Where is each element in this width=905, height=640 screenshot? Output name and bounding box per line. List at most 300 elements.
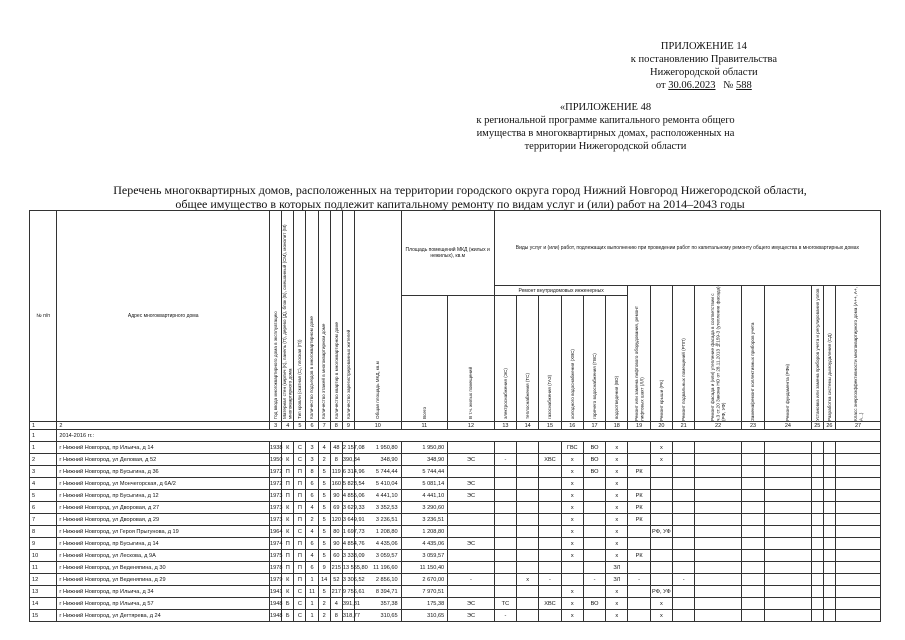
col-header-c15 xyxy=(539,296,561,422)
col-header-floors-text: Количество этажей в многоквартирном доме xyxy=(321,323,327,419)
table-cell: 3 059,57 xyxy=(401,550,448,562)
table-cell: 357,38 xyxy=(355,598,402,610)
table-cell: х xyxy=(650,610,672,622)
table-cell xyxy=(539,586,561,598)
table-cell xyxy=(811,562,823,574)
table-cell xyxy=(823,466,835,478)
table-cell xyxy=(561,562,583,574)
table-cell: х xyxy=(561,514,583,526)
table-cell xyxy=(836,502,881,514)
table-cell xyxy=(448,562,495,574)
table-cell xyxy=(650,466,672,478)
table-cell: 5 xyxy=(318,490,330,502)
table-cell: 3 059,57 xyxy=(355,550,402,562)
table-cell xyxy=(673,514,695,526)
col-header-c16-text: холодного водоснабжения (ХВС) xyxy=(569,348,575,419)
table-cell xyxy=(823,562,835,574)
table-cell: П xyxy=(282,562,294,574)
table-cell xyxy=(448,502,495,514)
table-cell: 3 xyxy=(306,442,318,454)
table-cell xyxy=(539,550,561,562)
table-cell: 4 xyxy=(30,478,57,490)
table-cell: К xyxy=(282,502,294,514)
col-header-c17-text: горячего водоснабжения (ГВС) xyxy=(591,352,597,419)
address-cell: г Нижний Новгород, ул Дворовая, д 29 xyxy=(57,514,270,526)
section-row xyxy=(30,430,881,442)
table-cell: 60 xyxy=(330,550,342,562)
col-header-c27-text: Класс энергоэффективности многоквартирного дома (A++, A+, A...) xyxy=(852,287,863,421)
col-header-c14 xyxy=(517,296,539,422)
col-header-c20-text: Ремонт крыши (РК) xyxy=(658,379,664,421)
table-cell xyxy=(823,610,835,622)
table-cell xyxy=(695,574,742,586)
table-cell: ВО xyxy=(583,598,605,610)
table-cell: 3 xyxy=(30,466,57,478)
table-cell xyxy=(823,490,835,502)
table-cell xyxy=(765,490,812,502)
address-cell: г Нижний Новгород, ул Веденяпина, д 29 xyxy=(57,574,270,586)
table-cell xyxy=(765,454,812,466)
appendix-line-3: Нижегородской области xyxy=(650,67,758,78)
column-number: 24 xyxy=(765,422,812,430)
col-header-residents-text: Количество зарегистрированных жителей xyxy=(345,329,351,419)
address-cell: г Нижний Новгород, ул Мончегорская, д 6А/2 xyxy=(57,478,270,490)
table-cell xyxy=(539,478,561,490)
column-number: 3 xyxy=(270,422,282,430)
table-cell: 1978 xyxy=(270,562,282,574)
table-cell xyxy=(628,598,650,610)
table-cell xyxy=(673,526,695,538)
col-header-c19 xyxy=(628,286,650,422)
col-header-address: Адрес многоквартирного дома xyxy=(57,211,270,422)
table-cell: 1 xyxy=(30,442,57,454)
table-cell xyxy=(823,586,835,598)
table-cell xyxy=(765,574,812,586)
table-row xyxy=(30,574,881,586)
col-header-c14-text: теплоснабжения (ТС) xyxy=(524,372,530,419)
col-header-area-total-text: Всего xyxy=(421,406,427,419)
table-cell: - xyxy=(494,610,516,622)
table-cell: 1 208,80 xyxy=(355,526,402,538)
table-cell xyxy=(823,526,835,538)
table-cell: 3 290,60 xyxy=(401,502,448,514)
table-cell xyxy=(765,478,812,490)
table-cell: 5 xyxy=(30,490,57,502)
table-cell xyxy=(836,454,881,466)
table-cell: П xyxy=(282,490,294,502)
table-cell: 11 196,60 xyxy=(355,562,402,574)
table-cell: х xyxy=(561,466,583,478)
table-cell: 1938 xyxy=(270,442,282,454)
table-cell xyxy=(517,526,539,538)
table-cell: 3 649,91 xyxy=(342,514,354,526)
table-cell xyxy=(836,526,881,538)
table-cell xyxy=(628,562,650,574)
table-cell: х xyxy=(561,478,583,490)
table-cell xyxy=(517,502,539,514)
table-cell: 1950 xyxy=(270,454,282,466)
table-cell xyxy=(650,538,672,550)
table-cell xyxy=(448,526,495,538)
col-header-c25 xyxy=(811,286,823,422)
table-cell xyxy=(695,562,742,574)
table-cell xyxy=(811,454,823,466)
table-cell: ЭС xyxy=(448,454,495,466)
table-cell: 6 314,96 xyxy=(342,466,354,478)
table-cell: П xyxy=(282,478,294,490)
table-cell xyxy=(628,454,650,466)
table-cell: 120 xyxy=(330,514,342,526)
col-header-entrances-text: Количество подъездов в многоквартирном доме xyxy=(309,315,315,419)
table-cell xyxy=(741,490,764,502)
column-number: 8 xyxy=(330,422,342,430)
table-cell: - xyxy=(673,574,695,586)
col-header-num: № п/п xyxy=(30,211,57,422)
table-cell: 90 xyxy=(330,538,342,550)
table-cell xyxy=(823,514,835,526)
table-cell xyxy=(650,574,672,586)
table-cell: П xyxy=(282,550,294,562)
table-cell xyxy=(628,610,650,622)
col-header-year-text: Год ввода многоквартирного дома в эксплуатацию xyxy=(272,310,278,419)
table-cell: х xyxy=(606,466,628,478)
table-cell: 1972 xyxy=(270,478,282,490)
table-cell xyxy=(539,514,561,526)
table-cell: 6 xyxy=(306,490,318,502)
table-cell: ХВС xyxy=(539,598,561,610)
table-row xyxy=(30,562,881,574)
col-header-services-group: Виды услуг и (или) работ, подлежащих выполнению при проведении работ по капитальному ремонту общего имущества в многоквартирных домах xyxy=(494,211,880,286)
table-row xyxy=(30,586,881,598)
table-cell: х xyxy=(606,442,628,454)
table-cell xyxy=(517,610,539,622)
table-cell xyxy=(695,610,742,622)
table-cell: х xyxy=(650,454,672,466)
table-cell: 390,34 xyxy=(342,454,354,466)
table-cell: 8 xyxy=(306,466,318,478)
table-cell: РК xyxy=(628,514,650,526)
table-cell xyxy=(583,514,605,526)
table-cell: 4 xyxy=(306,550,318,562)
table-cell: 310,65 xyxy=(355,610,402,622)
table-cell xyxy=(695,478,742,490)
table-cell: 1941 xyxy=(270,586,282,598)
table-cell: П xyxy=(294,574,306,586)
table-cell: ВО xyxy=(583,454,605,466)
table-cell xyxy=(765,562,812,574)
table-cell: 310,65 xyxy=(401,610,448,622)
program-line-1: «ПРИЛОЖЕНИЕ 48 xyxy=(559,102,652,113)
table-row xyxy=(30,538,881,550)
table-cell: РФ, УФ xyxy=(650,526,672,538)
column-number: 11 xyxy=(401,422,448,430)
table-cell: К xyxy=(282,526,294,538)
table-cell: 6 xyxy=(306,478,318,490)
table-cell: - xyxy=(494,454,516,466)
table-cell xyxy=(628,586,650,598)
table-cell xyxy=(741,574,764,586)
table-cell xyxy=(741,514,764,526)
column-number: 2 xyxy=(57,422,270,430)
table-cell: 119 xyxy=(330,466,342,478)
table-cell: П xyxy=(294,550,306,562)
table-cell xyxy=(673,538,695,550)
table-cell: П xyxy=(294,490,306,502)
address-cell: г Нижний Новгород, ул Героя Прыгунова, д 19 xyxy=(57,526,270,538)
address-cell: г Нижний Новгород, ул Дворовая, д 27 xyxy=(57,502,270,514)
table-cell xyxy=(811,550,823,562)
col-header-engineering-group: Ремонт внутридомовых инженерных xyxy=(494,286,628,296)
table-cell: 4 435,06 xyxy=(355,538,402,550)
col-header-c23-text: Замена/ремонт коллективных приборов учета xyxy=(750,322,756,421)
decree-date: 30.06.2023 xyxy=(668,80,716,91)
document-title xyxy=(60,183,860,211)
table-cell: 13 555,80 xyxy=(342,562,354,574)
table-cell xyxy=(494,490,516,502)
table-cell xyxy=(673,562,695,574)
table-cell: Б xyxy=(282,610,294,622)
table-cell: 6 xyxy=(306,538,318,550)
table-cell: 7 xyxy=(30,514,57,526)
table-cell xyxy=(741,538,764,550)
table-cell xyxy=(823,502,835,514)
table-cell: 2 856,10 xyxy=(355,574,402,586)
table-cell xyxy=(695,526,742,538)
table-cell xyxy=(741,502,764,514)
table-cell: ЭС xyxy=(448,538,495,550)
table-cell xyxy=(695,598,742,610)
table-cell xyxy=(836,550,881,562)
table-cell: х xyxy=(561,586,583,598)
table-cell: 1974 xyxy=(270,538,282,550)
table-cell: С xyxy=(294,442,306,454)
table-cell xyxy=(836,598,881,610)
table-cell: 5 744,44 xyxy=(355,466,402,478)
col-header-entrances xyxy=(306,211,318,422)
col-header-area-group: Площадь помещений МКД (жилых и нежилых), кв.м xyxy=(401,211,494,296)
table-cell xyxy=(836,442,881,454)
table-cell xyxy=(673,478,695,490)
table-cell xyxy=(539,526,561,538)
table-cell xyxy=(741,610,764,622)
column-number: 18 xyxy=(606,422,628,430)
table-cell: 1973 xyxy=(270,514,282,526)
table-cell xyxy=(695,454,742,466)
table-cell xyxy=(494,562,516,574)
table-cell xyxy=(517,562,539,574)
table-cell: - xyxy=(539,574,561,586)
table-cell xyxy=(765,526,812,538)
table-cell: С xyxy=(294,610,306,622)
table-cell xyxy=(765,514,812,526)
number-label: № xyxy=(723,80,734,91)
table-cell: 3 236,51 xyxy=(401,514,448,526)
col-header-wall-material-text: Материал стен (кирпич (К), панель (П), дерево (Д), блок (Б), смешанный (СМ), монолит (М) многоквартирного дома xyxy=(282,223,293,419)
table-cell xyxy=(561,574,583,586)
table-cell: 2 670,00 xyxy=(401,574,448,586)
table-cell: х xyxy=(561,454,583,466)
table-cell: 1948 xyxy=(270,598,282,610)
address-cell: г Нижний Новгород, пр Ильича, д 14 xyxy=(57,442,270,454)
table-cell: х xyxy=(561,526,583,538)
table-cell: П xyxy=(282,538,294,550)
table-cell xyxy=(836,514,881,526)
table-cell xyxy=(695,538,742,550)
table-cell xyxy=(583,490,605,502)
table-cell: х xyxy=(606,586,628,598)
table-cell: 1948 xyxy=(270,610,282,622)
table-cell: 52 xyxy=(330,574,342,586)
table-cell xyxy=(741,550,764,562)
table-cell: х xyxy=(650,442,672,454)
col-header-c21-text: Ремонт подвальных помещений (РПП) xyxy=(680,338,686,421)
col-header-c25-text: Установка или замена приборов учета и регулирования узлов xyxy=(814,288,820,421)
col-header-c19-text: Ремонт или замена лифтового оборудования, ремонт лифтовых шахт (ЛЛ) xyxy=(633,306,645,421)
col-header-c13-text: электроснабжения (ЭС) xyxy=(502,367,508,419)
column-number: 16 xyxy=(561,422,583,430)
table-cell: х xyxy=(606,478,628,490)
table-cell: ХВС xyxy=(539,454,561,466)
table-cell: 215 xyxy=(330,562,342,574)
table-cell: х xyxy=(561,550,583,562)
table-cell: 4 xyxy=(306,502,318,514)
column-number: 9 xyxy=(342,422,354,430)
table-cell: РК xyxy=(628,550,650,562)
table-cell xyxy=(823,454,835,466)
column-number: 17 xyxy=(583,422,605,430)
table-cell xyxy=(583,550,605,562)
table-cell: 1973 xyxy=(270,502,282,514)
table-cell: 6 xyxy=(306,562,318,574)
table-cell: 3 xyxy=(306,454,318,466)
table-cell xyxy=(811,514,823,526)
table-cell xyxy=(811,538,823,550)
table-cell: 9 xyxy=(30,538,57,550)
table-cell xyxy=(673,466,695,478)
col-header-year xyxy=(270,211,282,422)
table-cell: х xyxy=(606,514,628,526)
column-number: 4 xyxy=(282,422,294,430)
table-cell xyxy=(517,490,539,502)
table-row xyxy=(30,502,881,514)
table-cell: 348,90 xyxy=(355,454,402,466)
table-cell: Б xyxy=(282,598,294,610)
table-cell xyxy=(673,442,695,454)
date-prefix: от xyxy=(655,80,666,91)
table-cell xyxy=(695,490,742,502)
table-cell: 3 306,52 xyxy=(342,574,354,586)
col-header-apartments xyxy=(330,211,342,422)
table-cell xyxy=(765,586,812,598)
table-cell xyxy=(836,574,881,586)
table-cell: 348,90 xyxy=(401,454,448,466)
column-number: 14 xyxy=(517,422,539,430)
table-cell xyxy=(517,550,539,562)
column-number: 25 xyxy=(811,422,823,430)
table-cell xyxy=(811,610,823,622)
col-header-c15-text: газоснабжения (ГАЗ) xyxy=(547,374,553,419)
table-cell xyxy=(695,502,742,514)
col-header-c26 xyxy=(823,286,835,422)
appendix-header xyxy=(631,40,777,92)
col-header-residents xyxy=(342,211,354,422)
table-cell xyxy=(628,478,650,490)
column-number: 5 xyxy=(294,422,306,430)
table-cell xyxy=(741,586,764,598)
table-cell xyxy=(695,586,742,598)
table-cell: 4 441,10 xyxy=(355,490,402,502)
table-cell: 391,81 xyxy=(342,598,354,610)
table-row xyxy=(30,442,881,454)
table-cell: 2 157,08 xyxy=(342,442,354,454)
table-cell xyxy=(650,478,672,490)
column-number: 6 xyxy=(306,422,318,430)
col-header-area-total xyxy=(401,296,448,422)
table-cell xyxy=(765,550,812,562)
table-cell: 5 xyxy=(318,466,330,478)
table-cell xyxy=(448,550,495,562)
table-cell: ЭС xyxy=(448,610,495,622)
table-cell xyxy=(823,478,835,490)
table-cell: К xyxy=(282,586,294,598)
table-cell: 5 xyxy=(318,538,330,550)
table-row xyxy=(30,466,881,478)
table-cell xyxy=(823,574,835,586)
table-cell: К xyxy=(282,514,294,526)
table-cell xyxy=(741,562,764,574)
table-cell xyxy=(673,502,695,514)
table-cell: 14 xyxy=(318,574,330,586)
column-number: 26 xyxy=(823,422,835,430)
table-cell xyxy=(765,442,812,454)
table-cell xyxy=(673,550,695,562)
appendix-line-1: ПРИЛОЖЕНИЕ 14 xyxy=(660,41,747,52)
table-cell xyxy=(811,478,823,490)
table-cell: 2 xyxy=(30,454,57,466)
table-cell: РФ, УФ xyxy=(650,586,672,598)
table-row xyxy=(30,514,881,526)
table-cell: 4 441,10 xyxy=(401,490,448,502)
table-cell xyxy=(583,526,605,538)
table-cell: 1 208,80 xyxy=(401,526,448,538)
table-row xyxy=(30,478,881,490)
table-cell: П xyxy=(294,538,306,550)
table-cell xyxy=(741,466,764,478)
program-line-4: территории Нижегородской области xyxy=(524,141,687,152)
table-cell xyxy=(517,598,539,610)
table-cell: х xyxy=(606,610,628,622)
table-cell xyxy=(517,442,539,454)
table-cell xyxy=(811,466,823,478)
column-number: 7 xyxy=(318,422,330,430)
table-cell: 9 xyxy=(318,562,330,574)
table-row xyxy=(30,550,881,562)
appendix-date-line xyxy=(631,79,777,92)
table-cell: 5 xyxy=(318,550,330,562)
col-header-c16 xyxy=(561,296,583,422)
table-cell: 4 xyxy=(306,526,318,538)
table-cell: 14 xyxy=(30,598,57,610)
table-cell: 1 697,73 xyxy=(342,526,354,538)
column-number: 20 xyxy=(650,422,672,430)
table-cell xyxy=(494,550,516,562)
table-cell: 15 xyxy=(30,610,57,622)
address-cell: г Нижний Новгород, пр Бусыгина, д 14 xyxy=(57,538,270,550)
table-cell xyxy=(539,442,561,454)
table-cell: 5 081,14 xyxy=(401,478,448,490)
table-cell xyxy=(765,610,812,622)
table-cell: 12 xyxy=(30,574,57,586)
